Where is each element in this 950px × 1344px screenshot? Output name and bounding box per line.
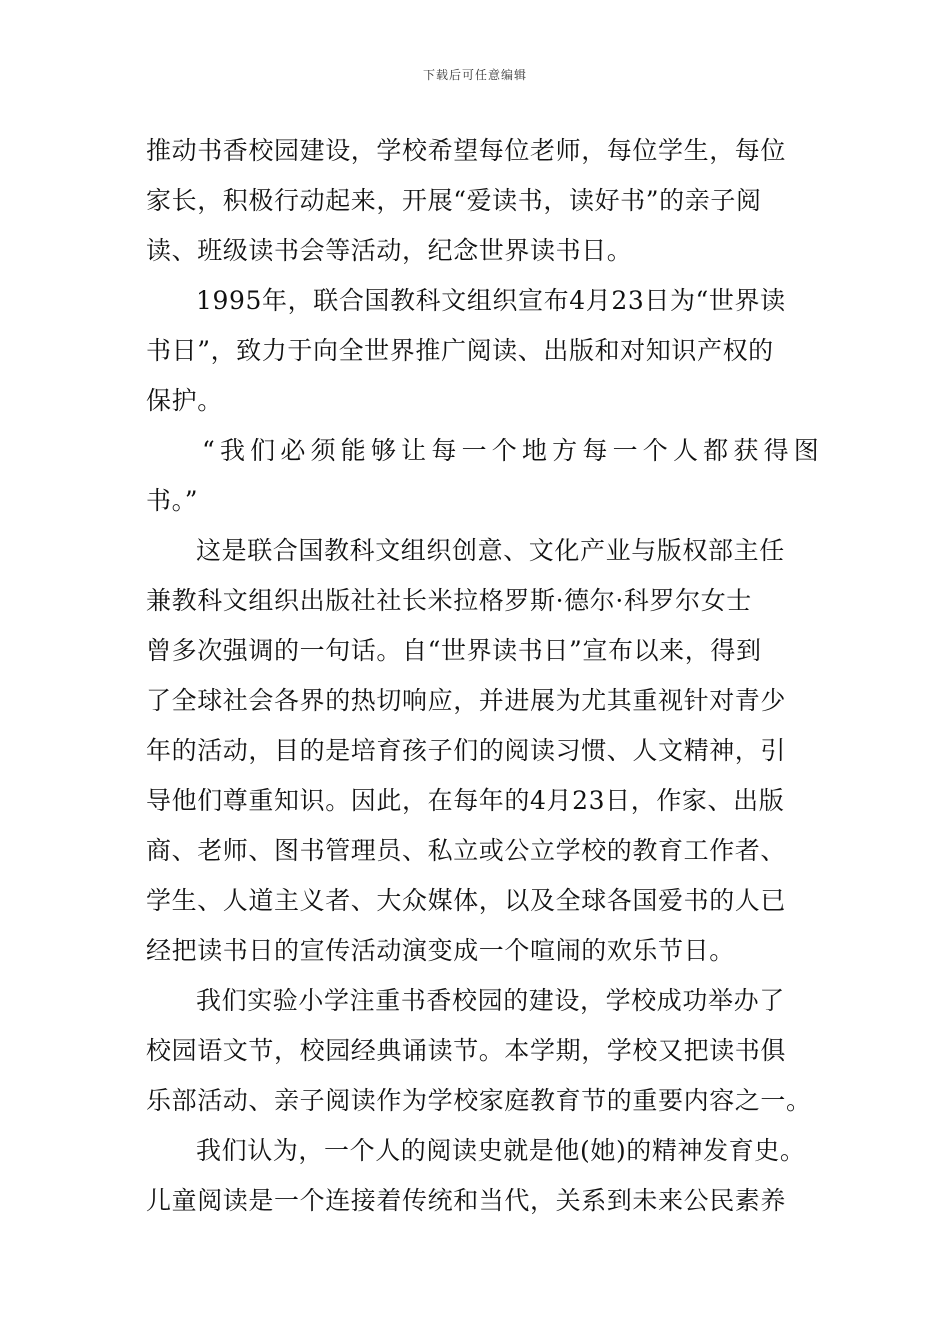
text-line: 经把读书日的宣传活动演变成一个喧闹的欢乐节日。	[146, 936, 735, 965]
header-note: 下载后可任意编辑	[422, 68, 527, 82]
paragraph-start-line: 我们实验小学注重书香校园的建设，学校成功举办了	[196, 986, 785, 1015]
text-line: 保护。	[146, 386, 223, 415]
quote-line: “我们必须能够让每一个地方每一个人都获得图	[202, 436, 824, 465]
paragraph-start-line: 1995年，联合国教科文组织宣布4月23日为“世界读	[196, 286, 786, 315]
quote-line: 书。”	[146, 486, 199, 515]
text-line: 曾多次强调的一句话。自“世界读书日”宣布以来，得到	[146, 636, 762, 665]
text-line: 导他们尊重知识。因此，在每年的4月23日，作家、出版	[146, 786, 785, 815]
text-line: 推动书香校园建设，学校希望每位老师，每位学生，每位	[146, 136, 787, 165]
text-line: 商、老师、图书管理员、私立或公立学校的教育工作者、	[146, 836, 787, 865]
text-line: 学生、人道主义者、大众媒体，以及全球各国爱书的人已	[146, 886, 787, 915]
text-line: 了全球社会各界的热切响应，并进展为尤其重视针对青少	[146, 686, 787, 715]
text-line: 校园语文节，校园经典诵读节。本学期，学校又把读书俱	[146, 1036, 787, 1065]
text-line: 乐部活动、亲子阅读作为学校家庭教育节的重要内容之一。	[146, 1086, 812, 1115]
text-line: 家长，积极行动起来，开展“爱读书，读好书”的亲子阅	[146, 186, 762, 215]
paragraph-start-line: 我们认为，一个人的阅读史就是他(她)的精神发育史。	[196, 1136, 806, 1165]
body-text	[146, 126, 824, 1226]
text-line: 年的活动，目的是培育孩子们的阅读习惯、人文精神，引	[146, 736, 787, 765]
paragraph-start-line: 这是联合国教科文组织创意、文化产业与版权部主任	[196, 536, 785, 565]
text-line: 读、班级读书会等活动，纪念世界读书日。	[146, 236, 633, 265]
text-line: 书日”，致力于向全世界推广阅读、出版和对知识产权的	[146, 336, 774, 365]
text-line: 兼教科文组织出版社社长米拉格罗斯·德尔·科罗尔女士	[146, 586, 752, 615]
text-line: 儿童阅读是一个连接着传统和当代，关系到未来公民素养	[146, 1186, 787, 1215]
